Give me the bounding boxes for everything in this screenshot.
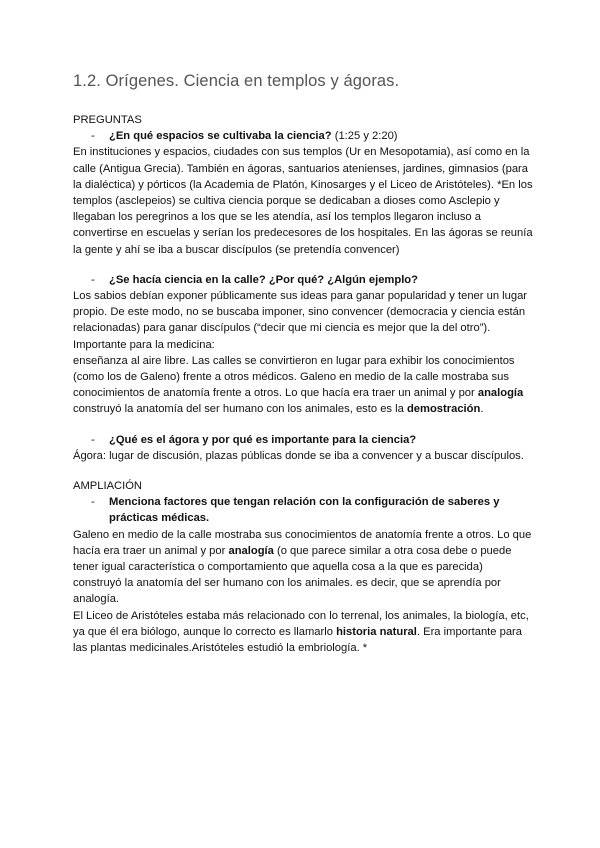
ampliacion-text: (o que parece similar a otra cosa debe o puede tener igual característica o comportamiento que aquella cosa a la que es parecida) construyó la anatomía del ser humano con los animales. es decir, que se aprendía por analogía.	[73, 544, 512, 606]
answer-2-paragraph-a: Los sabios debían exponer públicamente sus ideas para ganar popularidad y tener un lugar propio. De este modo, no se buscaba imponer, sino convencer (democracia y ciencia están relacionadas) para ganar discípulos (“decir que mi ciencia es mejor que la del otro”).	[73, 290, 528, 335]
bold-term-analogia: analogía	[477, 387, 524, 400]
bullet-dash: -	[91, 496, 95, 509]
bold-term-demostracion: demostración	[406, 403, 481, 416]
question-1-text: ¿En qué espacios se cultivaba la ciencia?	[109, 130, 332, 143]
answer-2-text: enseñanza al aire libre. Las calles se convirtieron en lugar para exhibir los conocimientos (como los de Galeno) frente a otros médicos. Galeno en medio de la calle mostraba sus conocimientos de anatomía frente a otros. Lo que hacía era traer un animal y por	[73, 354, 515, 400]
bullet-dash: -	[91, 130, 95, 143]
document-page	[73, 70, 533, 656]
question-1-ref: (1:25 y 2:20)	[331, 130, 398, 143]
bullet-dash: -	[91, 433, 95, 446]
section-title: 1.2. Orígenes. Ciencia en templos y ágoras.	[73, 72, 400, 90]
ampliacion-question-1-text: Menciona factores que tengan relación con la configuración de saberes y prácticas médicas.	[109, 496, 500, 525]
answer-2-text: .	[480, 403, 484, 416]
answer-2-paragraph-b: Importante para la medicina:	[73, 338, 215, 351]
question-2	[73, 272, 533, 288]
preguntas-heading: PREGUNTAS	[73, 114, 142, 126]
question-3	[73, 432, 533, 448]
ampliacion-text: El Liceo de Aristóteles estaba más relacionado con lo terrenal, los animales, la biología, etc, ya que él era biólogo, aunque lo correcto es llamarlo	[73, 609, 529, 638]
answer-2-paragraph-c	[73, 353, 533, 418]
ampliacion-question-1	[73, 494, 533, 526]
ampliacion-heading: AMPLIACIÓN	[73, 480, 143, 493]
bold-term-analogia: analogía	[228, 544, 274, 557]
question-3-text: ¿Qué es el ágora y por qué es importante para la ciencia?	[109, 433, 417, 446]
answer-1: En instituciones y espacios, ciudades con sus templos (Ur en Mesopotamia), así como en la calle (Antigua Grecia). También en ágoras, santuarios atenienses, jardines, gimnasios (para la dialéctica) y pórticos (la Academia de Platón, Kinosarges y el Liceo de Aristóteles). *En los templos (asclepeios) se cultiva ciencia porque se dedicaban a dioses como Asclepio y llegaban los peregrinos a los que se les atendía, así los templos llegaron incluso a convertirse en escuelas y serían los predecesores de los hospitales. En las ágoras se reunía la gente y ahí se iba a buscar discípulos (se pretendía convencer)	[73, 146, 533, 256]
question-2-text: ¿Se hacía ciencia en la calle? ¿Por qué? ¿Algún ejemplo?	[109, 273, 418, 286]
question-1	[73, 128, 533, 144]
answer-2-text: construyó la anatomía del ser humano con los animales, esto es la	[73, 403, 407, 416]
ampliacion-paragraph-2	[73, 608, 533, 657]
ampliacion-text: . Era importante para las plantas medicinales.Aristóteles estudió la embriología. *	[73, 625, 522, 655]
ampliacion-text: Galeno en medio de la calle mostraba sus conocimientos de anatomía frente a otros. Lo que hacía era traer un animal y por	[73, 528, 532, 557]
answer-3: Ágora: lugar de discusión, plazas públicas donde se iba a convencer y a buscar discípulos.	[73, 449, 524, 462]
bold-term-historia-natural: historia natural	[336, 625, 417, 638]
bullet-dash: -	[91, 273, 95, 286]
ampliacion-paragraph-1	[73, 527, 533, 608]
